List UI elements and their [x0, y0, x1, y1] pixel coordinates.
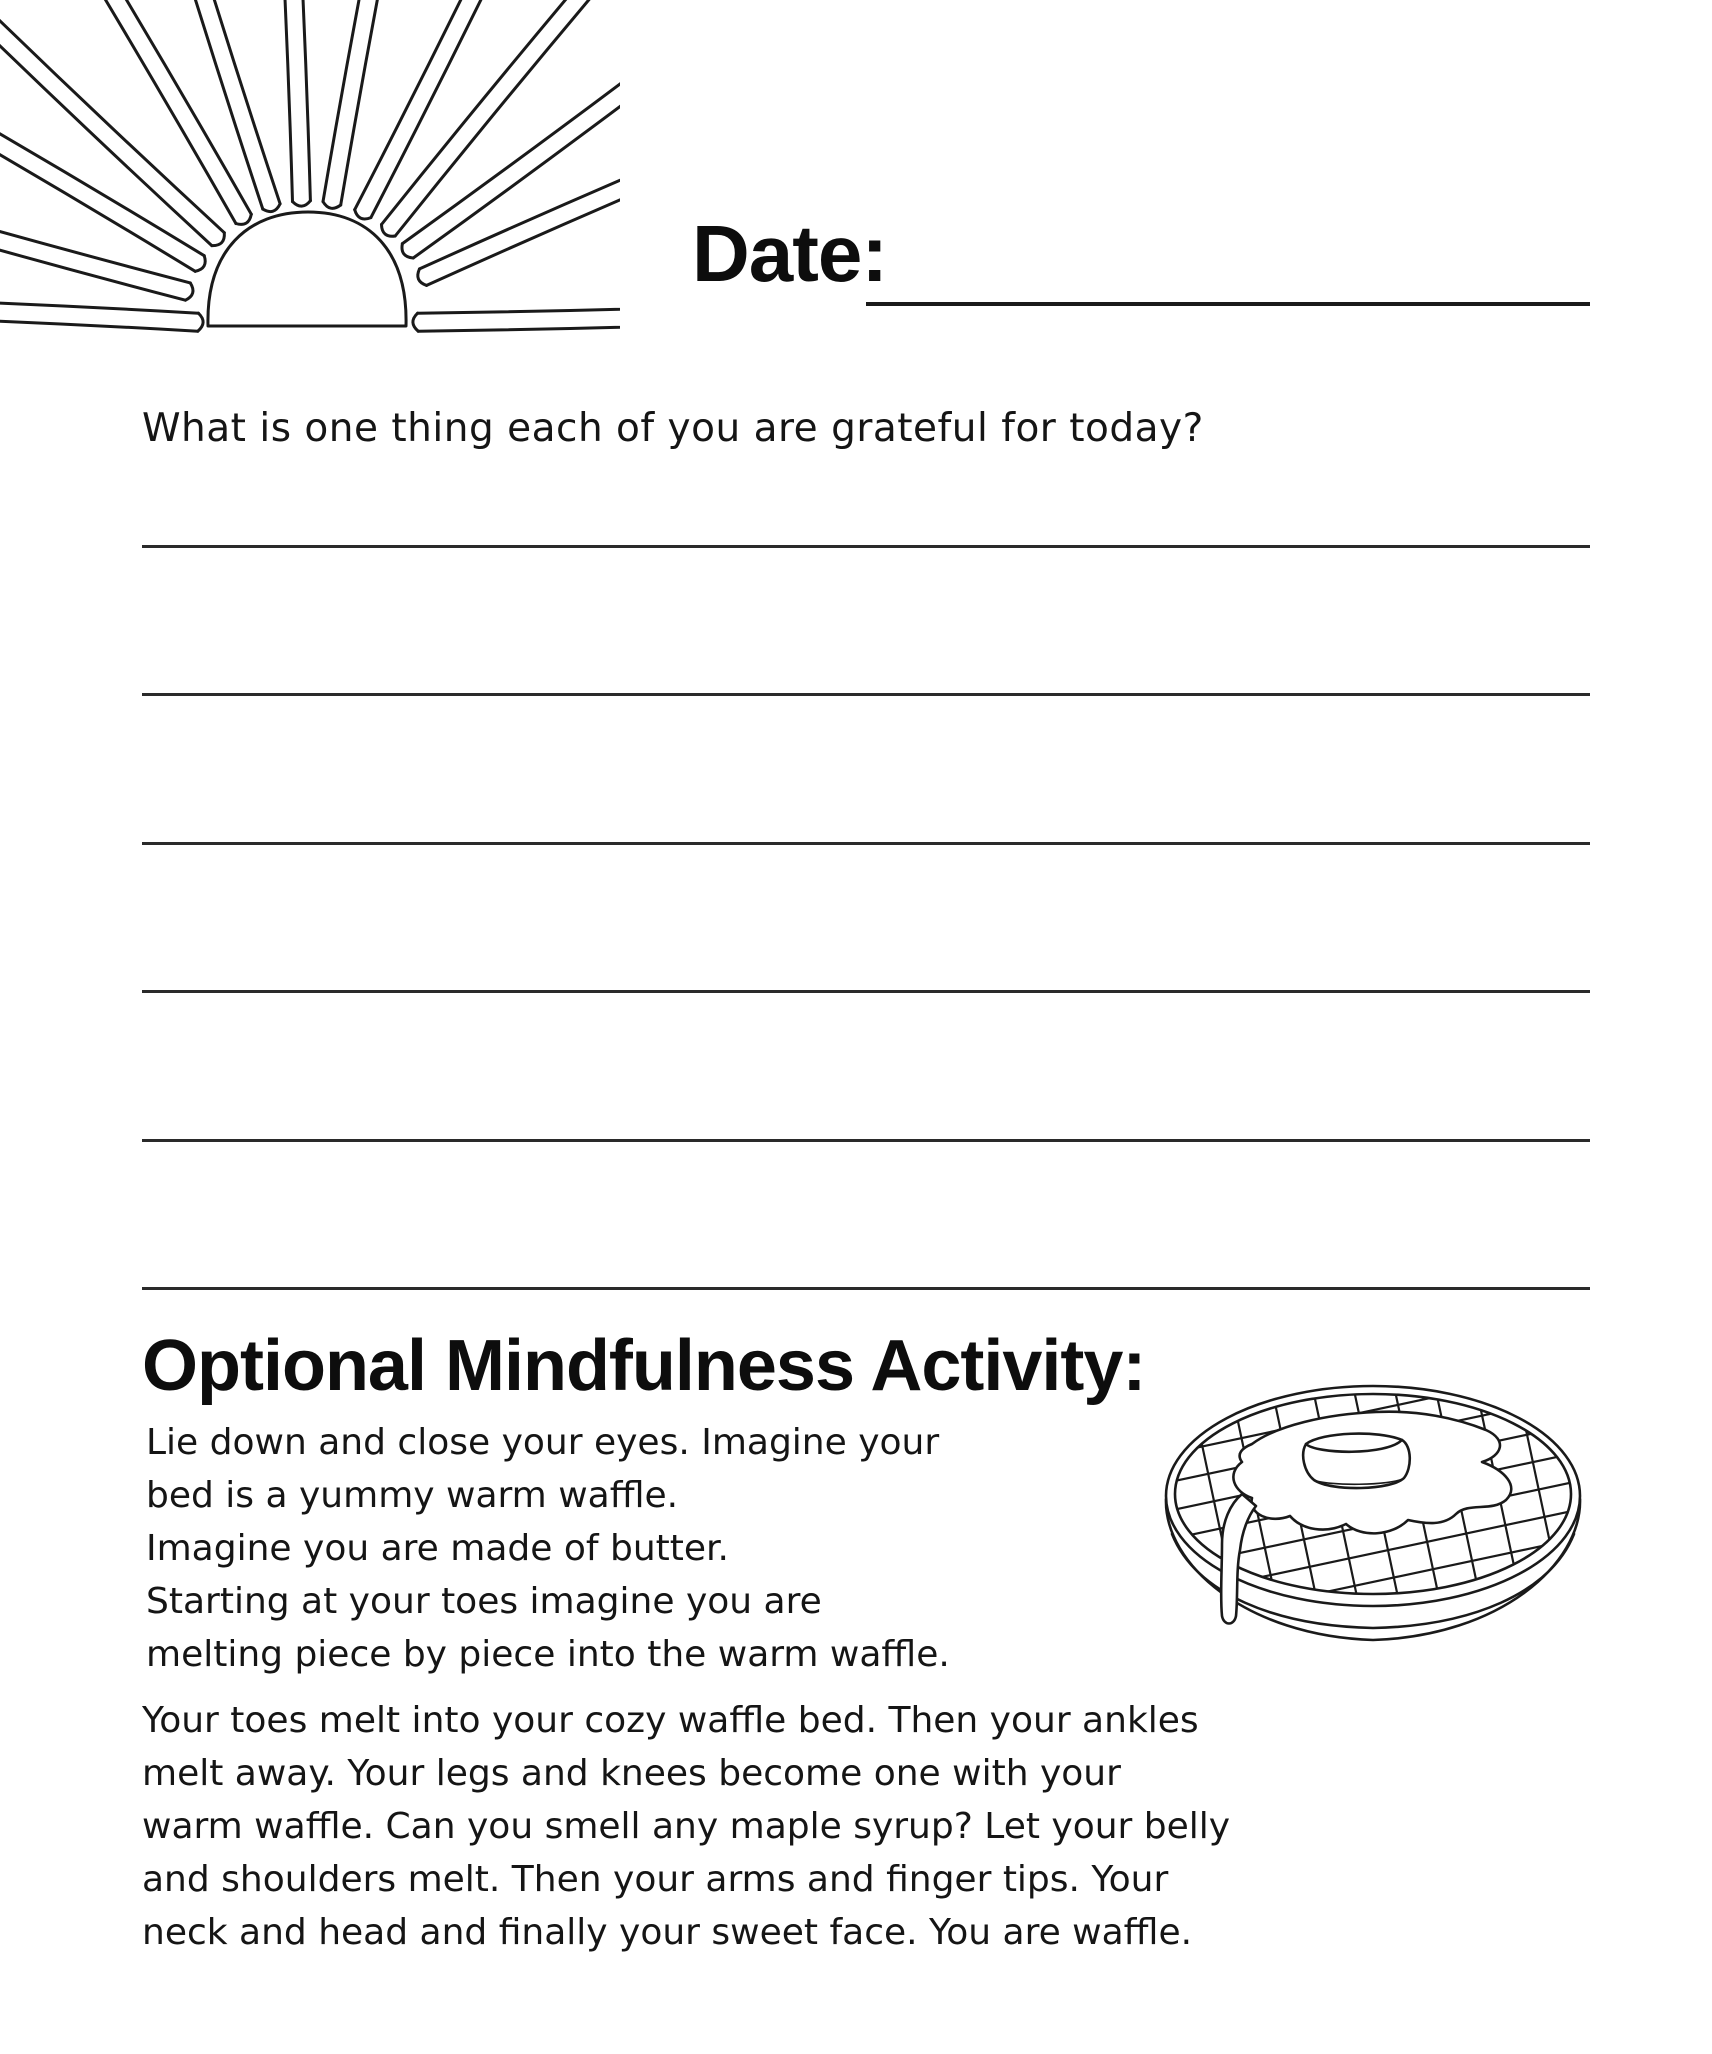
sun-ray-stroke [0, 0, 195, 271]
sun-ray-cap [418, 269, 427, 286]
sun-ray-stroke [89, 0, 263, 209]
sun-ray-cap [195, 256, 205, 272]
sun-ray-stroke [418, 292, 620, 313]
sun-ray-stroke [395, 0, 620, 236]
sun-ray-cap [212, 233, 225, 246]
sun-ray-stroke [0, 310, 198, 331]
gratitude-question: What is one thing each of you are grateful for today? [142, 406, 1204, 451]
sun-ray-cap [402, 244, 413, 258]
body-line: neck and head and finally your sweet face. You are waffle. [142, 1912, 1193, 1953]
answer-line-5[interactable] [142, 1139, 1590, 1142]
body-line: melt away. Your legs and knees become one with your [142, 1753, 1121, 1794]
sun-ray-stroke [0, 0, 224, 233]
mindfulness-activity-title: Optional Mindfulness Activity: [142, 1326, 1146, 1406]
sun-ray-stroke [341, 0, 455, 205]
waffle-icon [1156, 1374, 1590, 1672]
sun-ray-cap [293, 201, 311, 206]
intro-line: Lie down and close your eyes. Imagine your [146, 1422, 940, 1463]
answer-line-2[interactable] [142, 693, 1590, 696]
sun-ray-stroke [420, 36, 621, 269]
sun-ray-cap [382, 225, 396, 237]
intro-line: Starting at your toes imagine you are [146, 1581, 822, 1622]
answer-line-6[interactable] [142, 1287, 1590, 1290]
sun-ray-stroke [371, 0, 620, 218]
answer-line-4[interactable] [142, 990, 1590, 993]
intro-line: bed is a yummy warm waffle. [146, 1475, 679, 1516]
answer-line-1[interactable] [142, 545, 1590, 548]
sun-ray-cap [198, 313, 203, 331]
body-line: Your toes melt into your cozy waffle bed. Then your ankles [142, 1700, 1199, 1741]
sun-ray-cap [236, 214, 251, 224]
sun-ray-stroke [0, 0, 204, 256]
body-line: and shoulders melt. Then your arms and finger tips. Your [142, 1859, 1169, 1900]
sun-ray-stroke [0, 0, 236, 224]
sun-ray-stroke [279, 0, 310, 201]
date-label: Date: [692, 209, 888, 298]
body-line: warm waffle. Can you smell any maple syrup? Let your belly [142, 1806, 1231, 1847]
sun-ray-stroke [261, 0, 292, 202]
sun-ray-cap [323, 202, 341, 209]
sun-ray-stroke [427, 53, 620, 285]
sun-ray-cap [413, 313, 418, 331]
mindfulness-intro [146, 1416, 1226, 1681]
answer-line-3[interactable] [142, 842, 1590, 845]
date-input-line[interactable] [866, 302, 1590, 306]
mindfulness-body [142, 1694, 1602, 1959]
sunrise-icon [0, 0, 620, 335]
intro-line: Imagine you are made of butter. [146, 1528, 729, 1569]
sun-ray-cap [185, 283, 193, 300]
sun-ray-stroke [413, 0, 620, 258]
sun-ray-cap [355, 210, 371, 219]
intro-line: melting piece by piece into the warm waffle. [146, 1634, 950, 1675]
sun-ray-stroke [355, 0, 616, 210]
sun-ray-stroke [402, 0, 620, 244]
sun-ray-stroke [323, 0, 437, 202]
sun-ray-cap [263, 204, 280, 212]
